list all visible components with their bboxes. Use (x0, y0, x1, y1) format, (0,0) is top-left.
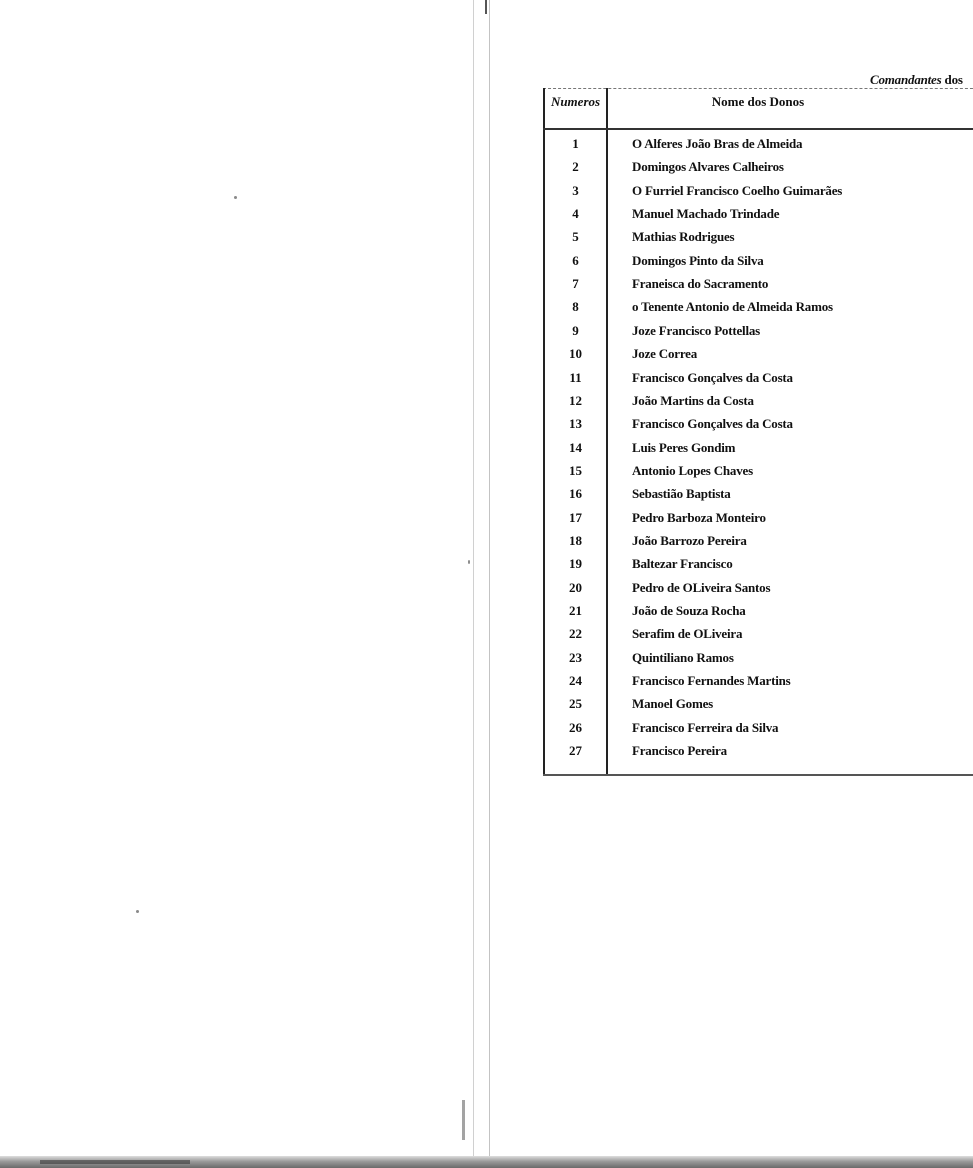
row-name: O Furriel Francisco Coelho Guimarães (632, 183, 843, 198)
row-number: 15 (569, 463, 582, 478)
gutter-line-left (473, 0, 474, 1168)
row-name: Domingos Alvares Calheiros (632, 159, 784, 174)
row-number: 17 (569, 510, 582, 525)
speck-2 (136, 910, 139, 913)
row-name: Luis Peres Gondim (632, 440, 736, 455)
row-name: o Tenente Antonio de Almeida Ramos (632, 299, 833, 314)
row-number: 9 (572, 323, 579, 338)
row-number: 21 (569, 603, 582, 618)
header-name: Nome dos Donos (711, 94, 805, 109)
running-title (870, 72, 963, 88)
row-number: 7 (572, 276, 579, 291)
row-name: O Alferes João Bras de Almeida (632, 136, 803, 151)
row-number: 11 (569, 370, 582, 385)
table-column-divider (606, 88, 608, 776)
row-number: 12 (569, 393, 582, 408)
running-title-prefix: Comandantes (870, 72, 942, 87)
row-name: Francisco Ferreira da Silva (632, 720, 779, 735)
row-name: Francisco Gonçalves da Costa (632, 370, 793, 385)
row-name: Manoel Gomes (632, 696, 714, 711)
row-name: Pedro Barboza Monteiro (632, 510, 766, 525)
scan-bottom-shadow (40, 1160, 190, 1164)
row-number: 10 (569, 346, 582, 361)
table-bottom-rule (543, 774, 973, 776)
row-name: Francisco Pereira (632, 743, 727, 758)
speck-1 (234, 196, 237, 199)
row-number: 4 (572, 206, 579, 221)
row-number: 23 (569, 650, 582, 665)
row-name: Pedro de OLiveira Santos (632, 580, 771, 595)
row-name: Franeisca do Sacramento (632, 276, 769, 291)
row-name: João Barrozo Pereira (632, 533, 747, 548)
row-name: Serafim de OLiveira (632, 626, 743, 641)
row-name: Francisco Fernandes Martins (632, 673, 791, 688)
row-name: Baltezar Francisco (632, 556, 733, 571)
row-number: 25 (569, 696, 582, 711)
row-number: 13 (569, 416, 582, 431)
row-number: 18 (569, 533, 582, 548)
row-number: 22 (569, 626, 582, 641)
row-number: 5 (572, 229, 579, 244)
row-number: 1 (572, 136, 579, 151)
row-name: Mathias Rodrigues (632, 229, 735, 244)
row-number: 19 (569, 556, 582, 571)
row-number: 16 (569, 486, 582, 501)
row-number: 24 (569, 673, 582, 688)
row-number: 14 (569, 440, 582, 455)
row-number: 6 (572, 253, 579, 268)
row-number: 27 (569, 743, 582, 758)
gutter-line-right (489, 0, 490, 1168)
row-name: Quintiliano Ramos (632, 650, 734, 665)
speck-3 (468, 560, 470, 564)
row-name: Sebastião Baptista (632, 486, 731, 501)
row-name: Manuel Machado Trindade (632, 206, 780, 221)
table-header-rule (543, 128, 973, 130)
row-number: 26 (569, 720, 582, 735)
row-number: 3 (572, 183, 579, 198)
row-number: 2 (572, 159, 579, 174)
row-name: Joze Francisco Pottellas (632, 323, 761, 338)
donors-table (543, 88, 973, 776)
row-name: Antonio Lopes Chaves (632, 463, 753, 478)
running-title-suffix: dos (941, 72, 963, 87)
row-number: 8 (572, 299, 579, 314)
row-name: Joze Correa (632, 346, 698, 361)
row-name: João Martins da Costa (632, 393, 754, 408)
row-name: Domingos Pinto da Silva (632, 253, 764, 268)
row-name: Francisco Gonçalves da Costa (632, 416, 793, 431)
gutter-mark-bottom (462, 1100, 465, 1140)
row-name: João de Souza Rocha (632, 603, 746, 618)
gutter-mark-top (485, 0, 487, 14)
header-numbers: Numeros (550, 94, 601, 109)
row-number: 20 (569, 580, 582, 595)
